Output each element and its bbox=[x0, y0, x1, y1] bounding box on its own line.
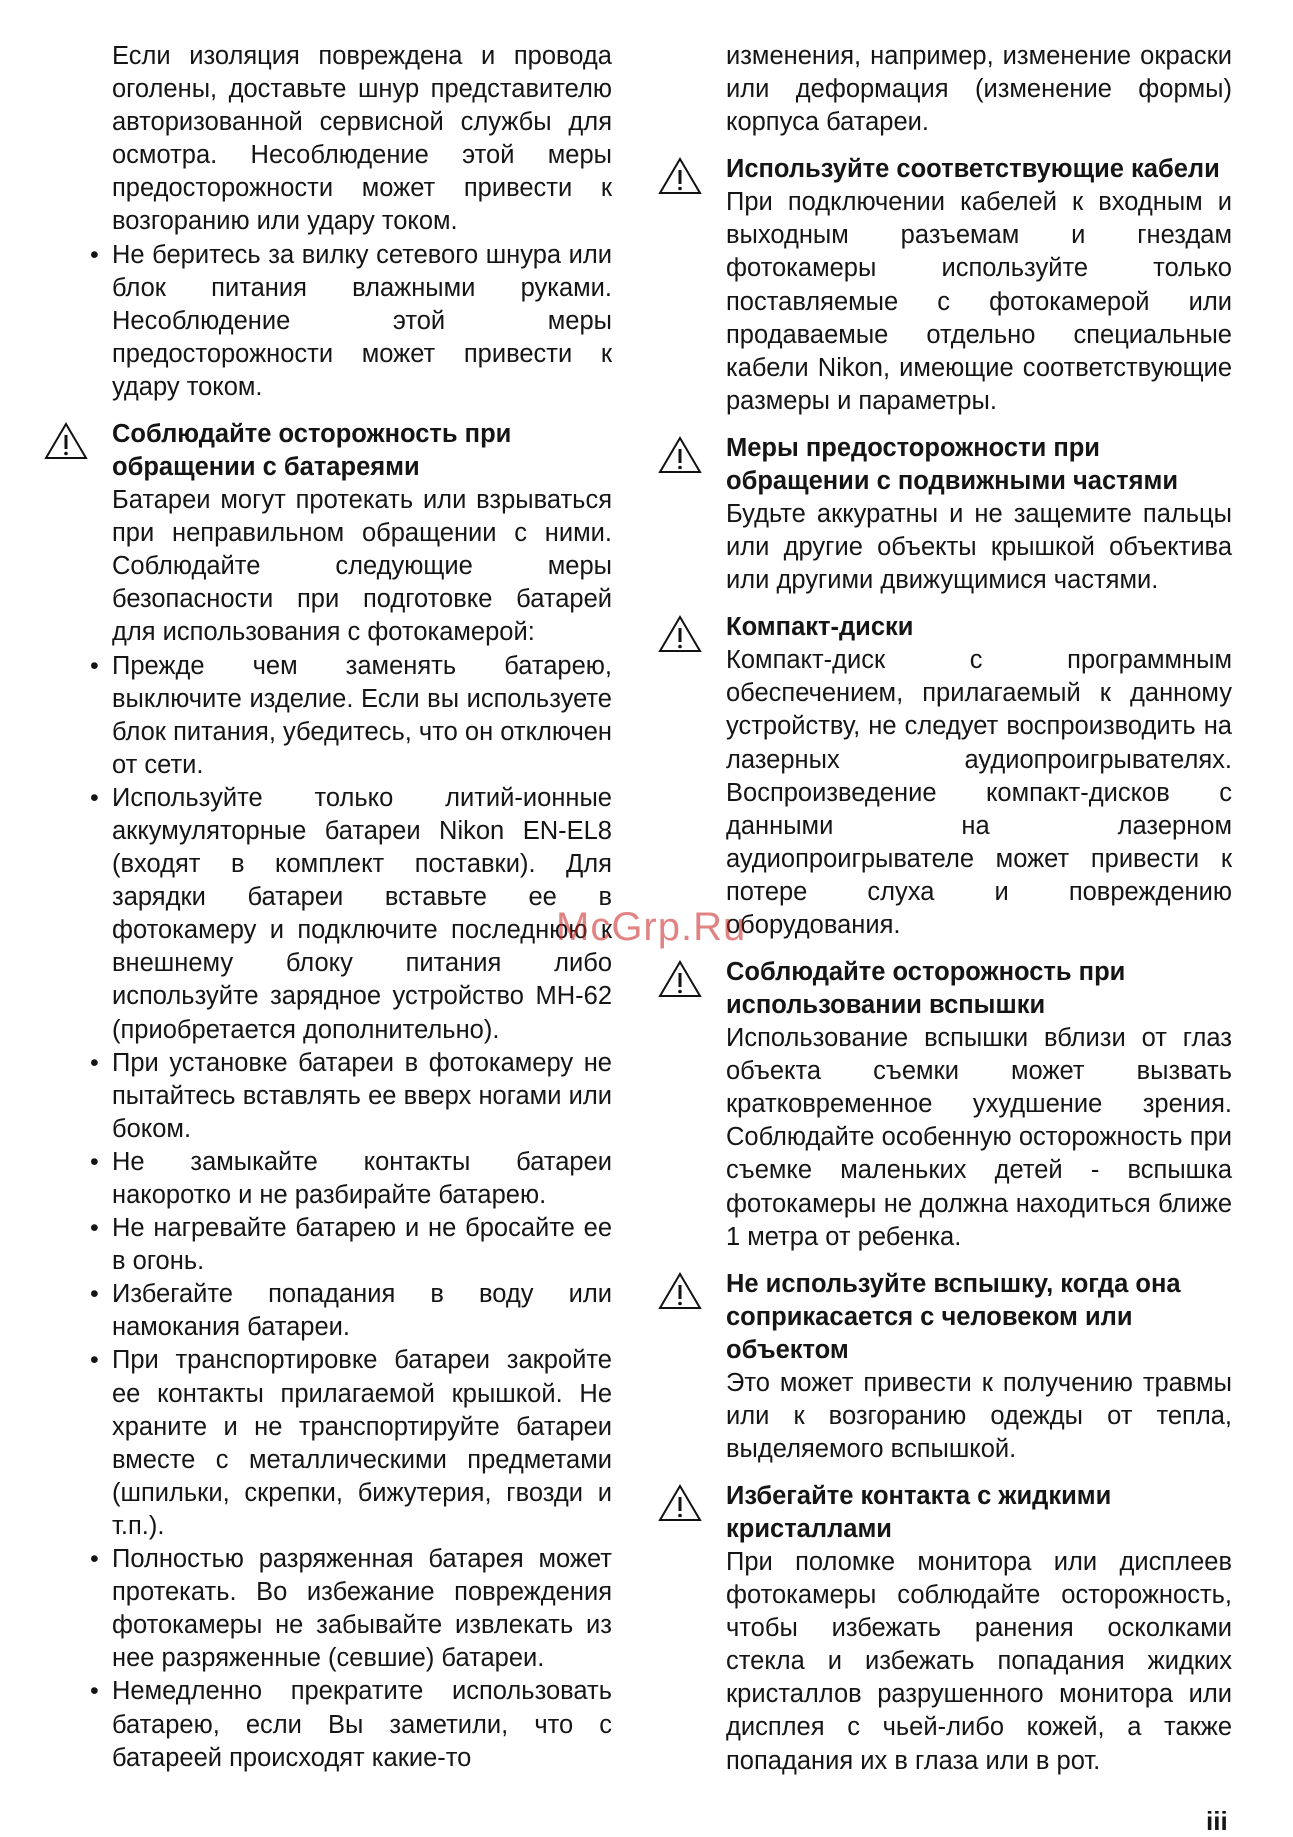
list-item: • Немедленно прекратите использовать батарею, если Вы заметили, что с батареей происходят какие-то bbox=[112, 1675, 612, 1774]
section-title: Соблюдайте осторожность при использовании вспышки bbox=[726, 958, 1126, 1020]
list-item: • При транспортировке батареи закройте ее контакты прилагаемой крышкой. Не храните и не транспортируйте батареи вместе с металлическими предметами (шпильки, скрепки, бижутерия, гвозди и т.п.). bbox=[112, 1344, 612, 1543]
flash-section bbox=[726, 956, 1232, 1254]
section-title: Не используйте вспышку, когда она соприкасается с человеком или объектом bbox=[726, 1269, 1181, 1364]
section-body: Это может привести к получению травмы или к возгоранию одежды от тепла, выделяемого вспышкой. bbox=[726, 1368, 1232, 1463]
cd-section bbox=[726, 611, 1232, 942]
liquid-crystal-section bbox=[726, 1480, 1232, 1778]
page-number: iii bbox=[1206, 1806, 1228, 1836]
list-item: • Не беритесь за вилку сетевого шнура или блок питания влажными руками. Несоблюдение этой меры предосторожности может привести к удару током. bbox=[112, 239, 612, 404]
list-item: • Избегайте попадания в воду или намокания батареи. bbox=[112, 1278, 612, 1344]
right-column bbox=[726, 40, 1232, 1778]
warning-triangle-icon bbox=[658, 1484, 702, 1522]
section-title: Компакт-диски bbox=[726, 613, 914, 642]
section-title: Используйте соответствующие кабели bbox=[726, 155, 1220, 184]
section-body: При подключении кабелей к входным и выходным разъемам и гнездам фотокамеры используйте только поставляемые с фотокамерой или продаваемые отдельно специальные кабели Nikon, имеющие соответствующие размеры и параметры. bbox=[726, 188, 1232, 415]
section-title: Соблюдайте осторожность при обращении с батареями bbox=[112, 420, 512, 482]
section-body: Батареи могут протекать или взрываться при неправильном обращении с ними. Соблюдайте следующие меры безопасности при подготовке батарей для использования с фотокамерой: bbox=[112, 486, 612, 647]
flash-contact-section bbox=[726, 1268, 1232, 1466]
continuation-paragraph: изменения, например, изменение окраски или деформация (изменение формы) корпуса батареи. bbox=[726, 42, 1232, 137]
section-body: Будьте аккуратны и не защемите пальцы или другие объекты крышкой объектива или другими движущимися частями. bbox=[726, 499, 1232, 595]
left-column bbox=[112, 40, 612, 1775]
list-item: • При установке батареи в фотокамеру не пытайтесь вставлять ее вверх ногами или боком. bbox=[112, 1047, 612, 1146]
section-body: При поломке монитора или дисплеев фотокамеры соблюдайте осторожность, чтобы избежать ранения осколками стекла и избежать попадания жидких кристаллов разрушенного монитора или дисплея с чьей-либо кожей, а также попадания их в глаза или в рот. bbox=[726, 1548, 1232, 1775]
list-item: • Используйте только литий-ионные аккумуляторные батареи Nikon EN-EL8 (входят в комплект поставки). Для зарядки батареи вставьте ее в фотокамеру и подключите последнюю к внешнему блоку питания либо используйте зарядное устройство MH-62 (приобретается дополнительно). bbox=[112, 782, 612, 1047]
list-item: • Полностью разряженная батарея может протекать. Во избежание повреждения фотокамеры не забывайте извлекать из нее разряженные (севшие) батареи. bbox=[112, 1543, 612, 1675]
watermark: McGrp.Ru bbox=[556, 905, 747, 949]
warning-triangle-icon bbox=[658, 960, 702, 998]
warning-triangle-icon bbox=[44, 422, 88, 460]
section-title: Избегайте контакта с жидкими кристаллами bbox=[726, 1482, 1112, 1543]
section-body: Использование вспышки вблизи от глаз объекта съемки может вызвать кратковременное ухудшение зрения. Соблюдайте особенную осторожность при съемке маленьких детей - вспышка фотокамеры не должна находиться ближе 1 метра от ребенка. bbox=[726, 1024, 1232, 1251]
warning-triangle-icon bbox=[658, 436, 702, 474]
battery-section bbox=[112, 418, 612, 1775]
list-item: • Прежде чем заменять батарею, выключите изделие. Если вы используете блок питания, убедитесь, что он отключен от сети. bbox=[112, 650, 612, 782]
cables-section bbox=[726, 153, 1232, 418]
intro-paragraph: Если изоляция повреждена и провода оголены, доставьте шнур представителю авторизованной сервисной службы для осмотра. Несоблюдение этой меры предосторожности может привести к возгоранию или удару током. bbox=[112, 42, 612, 236]
section-body: Компакт-диск с программным обеспечением, прилагаемый к данному устройству, не следует воспроизводить на лазерных аудиопроигрывателях. Воспроизведение компакт-дисков с данными на лазерном аудиопроигрывателе может привести к потере слуха и повреждению оборудования. bbox=[726, 646, 1232, 939]
list-item: • Не замыкайте контакты батареи накоротко и не разбирайте батарею. bbox=[112, 1146, 612, 1212]
warning-triangle-icon bbox=[658, 157, 702, 195]
section-title: Меры предосторожности при обращении с подвижными частями bbox=[726, 433, 1179, 495]
moving-parts-section bbox=[726, 432, 1232, 597]
warning-triangle-icon bbox=[658, 615, 702, 653]
warning-triangle-icon bbox=[658, 1272, 702, 1310]
list-item: • Не нагревайте батарею и не бросайте ее в огонь. bbox=[112, 1212, 612, 1278]
